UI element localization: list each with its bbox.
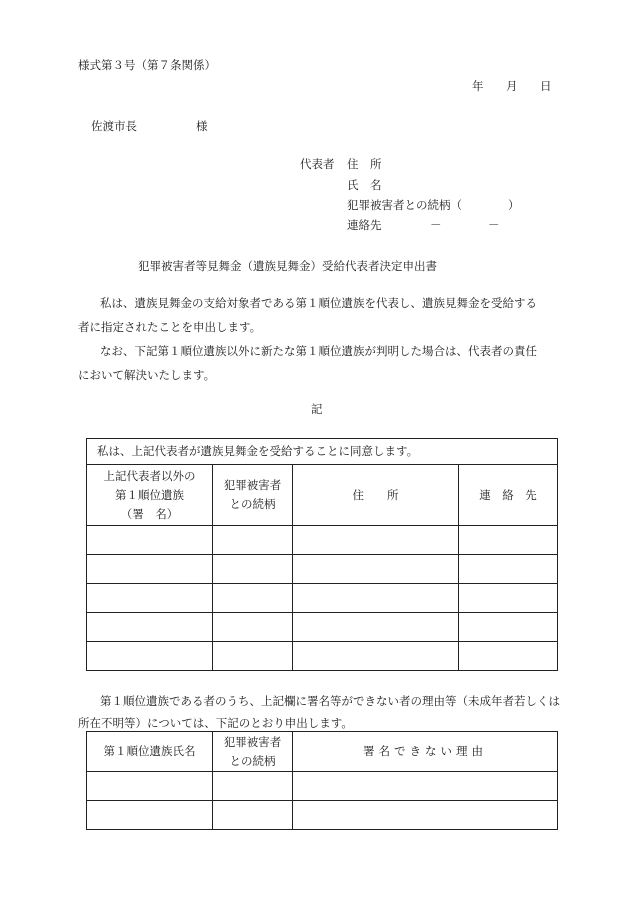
header-line: 第１順位遺族 bbox=[115, 487, 184, 502]
paragraph-line: 私は、遺族見舞金の支給対象者である第１順位遺族を代表し、遺族見舞金を受給する bbox=[100, 296, 537, 310]
relation-cell[interactable] bbox=[213, 526, 293, 555]
table-row bbox=[87, 642, 558, 671]
table-header-row bbox=[87, 465, 558, 526]
signature-cell[interactable] bbox=[87, 584, 213, 613]
form-number: 様式第３号（第７条関係） bbox=[78, 58, 216, 72]
date-month-label: 月 bbox=[506, 79, 518, 93]
representative-address-label: 住 所 bbox=[347, 157, 382, 171]
record-heading: 記 bbox=[311, 402, 323, 416]
signature-cell[interactable] bbox=[87, 555, 213, 584]
table-row bbox=[87, 526, 558, 555]
signature-cell[interactable] bbox=[87, 642, 213, 671]
header-line: 犯罪被害者 bbox=[223, 478, 282, 492]
paragraph-declaration bbox=[78, 291, 548, 387]
header-line: （署 名） bbox=[120, 506, 179, 521]
document-title: 犯罪被害者等見舞金（遺族見舞金）受給代表者決定申出書 bbox=[138, 259, 437, 273]
table-row bbox=[87, 613, 558, 642]
address-cell[interactable] bbox=[293, 642, 459, 671]
header-line: 上記代表者以外の bbox=[103, 468, 196, 483]
representative-contact-label: 連絡先 bbox=[347, 218, 382, 232]
consent-statement: 私は、上記代表者が遺族見舞金を受給することに同意します。 bbox=[87, 439, 558, 465]
consent-table bbox=[86, 438, 558, 671]
note-line: 第１順位遺族である者のうち、上記欄に署名等ができない者の理由等（未成年者若しくは bbox=[100, 694, 560, 708]
relation-cell[interactable] bbox=[213, 555, 293, 584]
addressee-name: 佐渡市長 bbox=[91, 119, 137, 133]
paragraph-line: なお、下記第１順位遺族以外に新たな第１順位遺族が判明した場合は、代表者の責任 bbox=[100, 344, 537, 358]
relation-cell[interactable] bbox=[213, 584, 293, 613]
contact-cell[interactable] bbox=[459, 555, 558, 584]
relation-cell[interactable] bbox=[213, 772, 293, 801]
address-cell[interactable] bbox=[293, 584, 459, 613]
unable-note bbox=[78, 690, 578, 734]
table-row bbox=[87, 801, 558, 830]
unable-table bbox=[86, 731, 558, 830]
column-header-reason: 署名できない理由 bbox=[293, 732, 558, 772]
contact-cell[interactable] bbox=[459, 526, 558, 555]
table-row bbox=[87, 772, 558, 801]
signature-cell[interactable] bbox=[87, 526, 213, 555]
date-day-label: 日 bbox=[540, 79, 552, 93]
representative-label: 代表者 bbox=[300, 157, 335, 171]
contact-dash-1: － bbox=[430, 218, 442, 232]
address-cell[interactable] bbox=[293, 555, 459, 584]
column-header-heirs bbox=[87, 465, 213, 526]
address-cell[interactable] bbox=[293, 613, 459, 642]
consent-statement-row bbox=[87, 439, 558, 465]
heir-name-cell[interactable] bbox=[87, 801, 213, 830]
header-line: 犯罪被害者 bbox=[223, 734, 282, 749]
column-header-relation bbox=[213, 465, 293, 526]
date-year-label: 年 bbox=[472, 79, 484, 93]
relation-cell[interactable] bbox=[213, 613, 293, 642]
representative-relation-label: 犯罪被害者との続柄（ ） bbox=[347, 198, 520, 212]
address-cell[interactable] bbox=[293, 526, 459, 555]
table-row bbox=[87, 555, 558, 584]
contact-cell[interactable] bbox=[459, 613, 558, 642]
relation-cell[interactable] bbox=[213, 801, 293, 830]
contact-cell[interactable] bbox=[459, 642, 558, 671]
addressee-suffix: 様 bbox=[196, 119, 208, 133]
paragraph-line: 者に指定されたことを申出します。 bbox=[78, 320, 262, 334]
heir-name-cell[interactable] bbox=[87, 772, 213, 801]
reason-cell[interactable] bbox=[293, 772, 558, 801]
signature-cell[interactable] bbox=[87, 613, 213, 642]
note-line: 所在不明等）については、下記のとおり申出します。 bbox=[78, 716, 353, 730]
header-line: との続柄 bbox=[229, 497, 276, 511]
representative-name-label: 氏 名 bbox=[347, 178, 382, 192]
column-header-relation bbox=[213, 732, 293, 772]
paragraph-line: において解決いたします。 bbox=[78, 368, 216, 382]
table-row bbox=[87, 584, 558, 613]
reason-cell[interactable] bbox=[293, 801, 558, 830]
table-header-row bbox=[87, 732, 558, 772]
contact-cell[interactable] bbox=[459, 584, 558, 613]
header-line: との続柄 bbox=[229, 753, 276, 768]
contact-dash-2: － bbox=[488, 218, 500, 232]
relation-cell[interactable] bbox=[213, 642, 293, 671]
column-header-address: 住 所 bbox=[293, 465, 459, 526]
column-header-heir-name: 第１順位遺族氏名 bbox=[87, 732, 213, 772]
column-header-contact: 連 絡 先 bbox=[459, 465, 558, 526]
